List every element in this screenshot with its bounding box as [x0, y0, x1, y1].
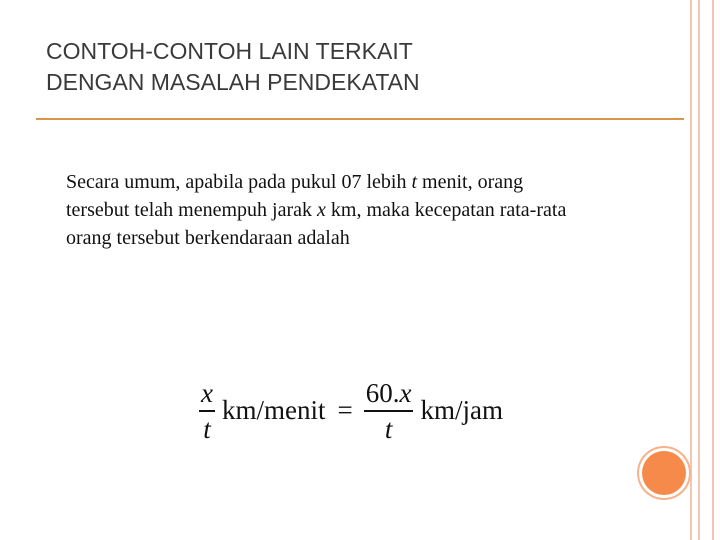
unit-km-per-minute: km/menit: [221, 395, 326, 426]
title-underline: [36, 118, 684, 120]
variable-t: t: [411, 171, 418, 193]
body-line-2: [66, 196, 686, 224]
fraction-numerator: [364, 378, 414, 408]
numerator-constant: 60.: [365, 378, 400, 408]
fraction-bar: [364, 410, 414, 412]
slide-title-line: CONTOH-CONTOH LAIN TERKAIT: [46, 38, 413, 64]
fraction-bar: [199, 410, 215, 412]
variable-x: x: [317, 199, 326, 221]
fraction-60x-over-t: [364, 378, 414, 444]
body-text-segment: menit, orang: [417, 171, 524, 193]
body-line-3: orang tersebut berkendaraan adalah: [66, 227, 350, 249]
decorative-rail: [712, 0, 714, 540]
body-text-segment: km, maka kecepatan rata-rata: [325, 199, 567, 221]
decorative-rail: [698, 0, 700, 540]
unit-km-per-hour: km/jam: [420, 395, 503, 426]
fraction-denominator: t: [384, 413, 393, 444]
body-paragraph: [66, 168, 686, 252]
fraction-x-over-t: [199, 378, 215, 444]
speed-formula: [196, 378, 507, 444]
decorative-circle: [642, 451, 686, 495]
body-text-segment: tersebut telah menempuh jarak: [66, 199, 318, 221]
equals-sign: =: [337, 395, 353, 426]
fraction-denominator: t: [203, 413, 211, 444]
numerator-variable: x: [399, 378, 412, 408]
decorative-rail: [690, 0, 692, 540]
body-text-segment: Secara umum, apabila pada pukul 07 lebih: [66, 171, 412, 193]
slide-title: [46, 36, 666, 98]
body-line-1: [66, 168, 686, 196]
fraction-numerator: x: [201, 378, 213, 408]
slide-title-line: DENGAN MASALAH PENDEKATAN: [46, 69, 420, 95]
